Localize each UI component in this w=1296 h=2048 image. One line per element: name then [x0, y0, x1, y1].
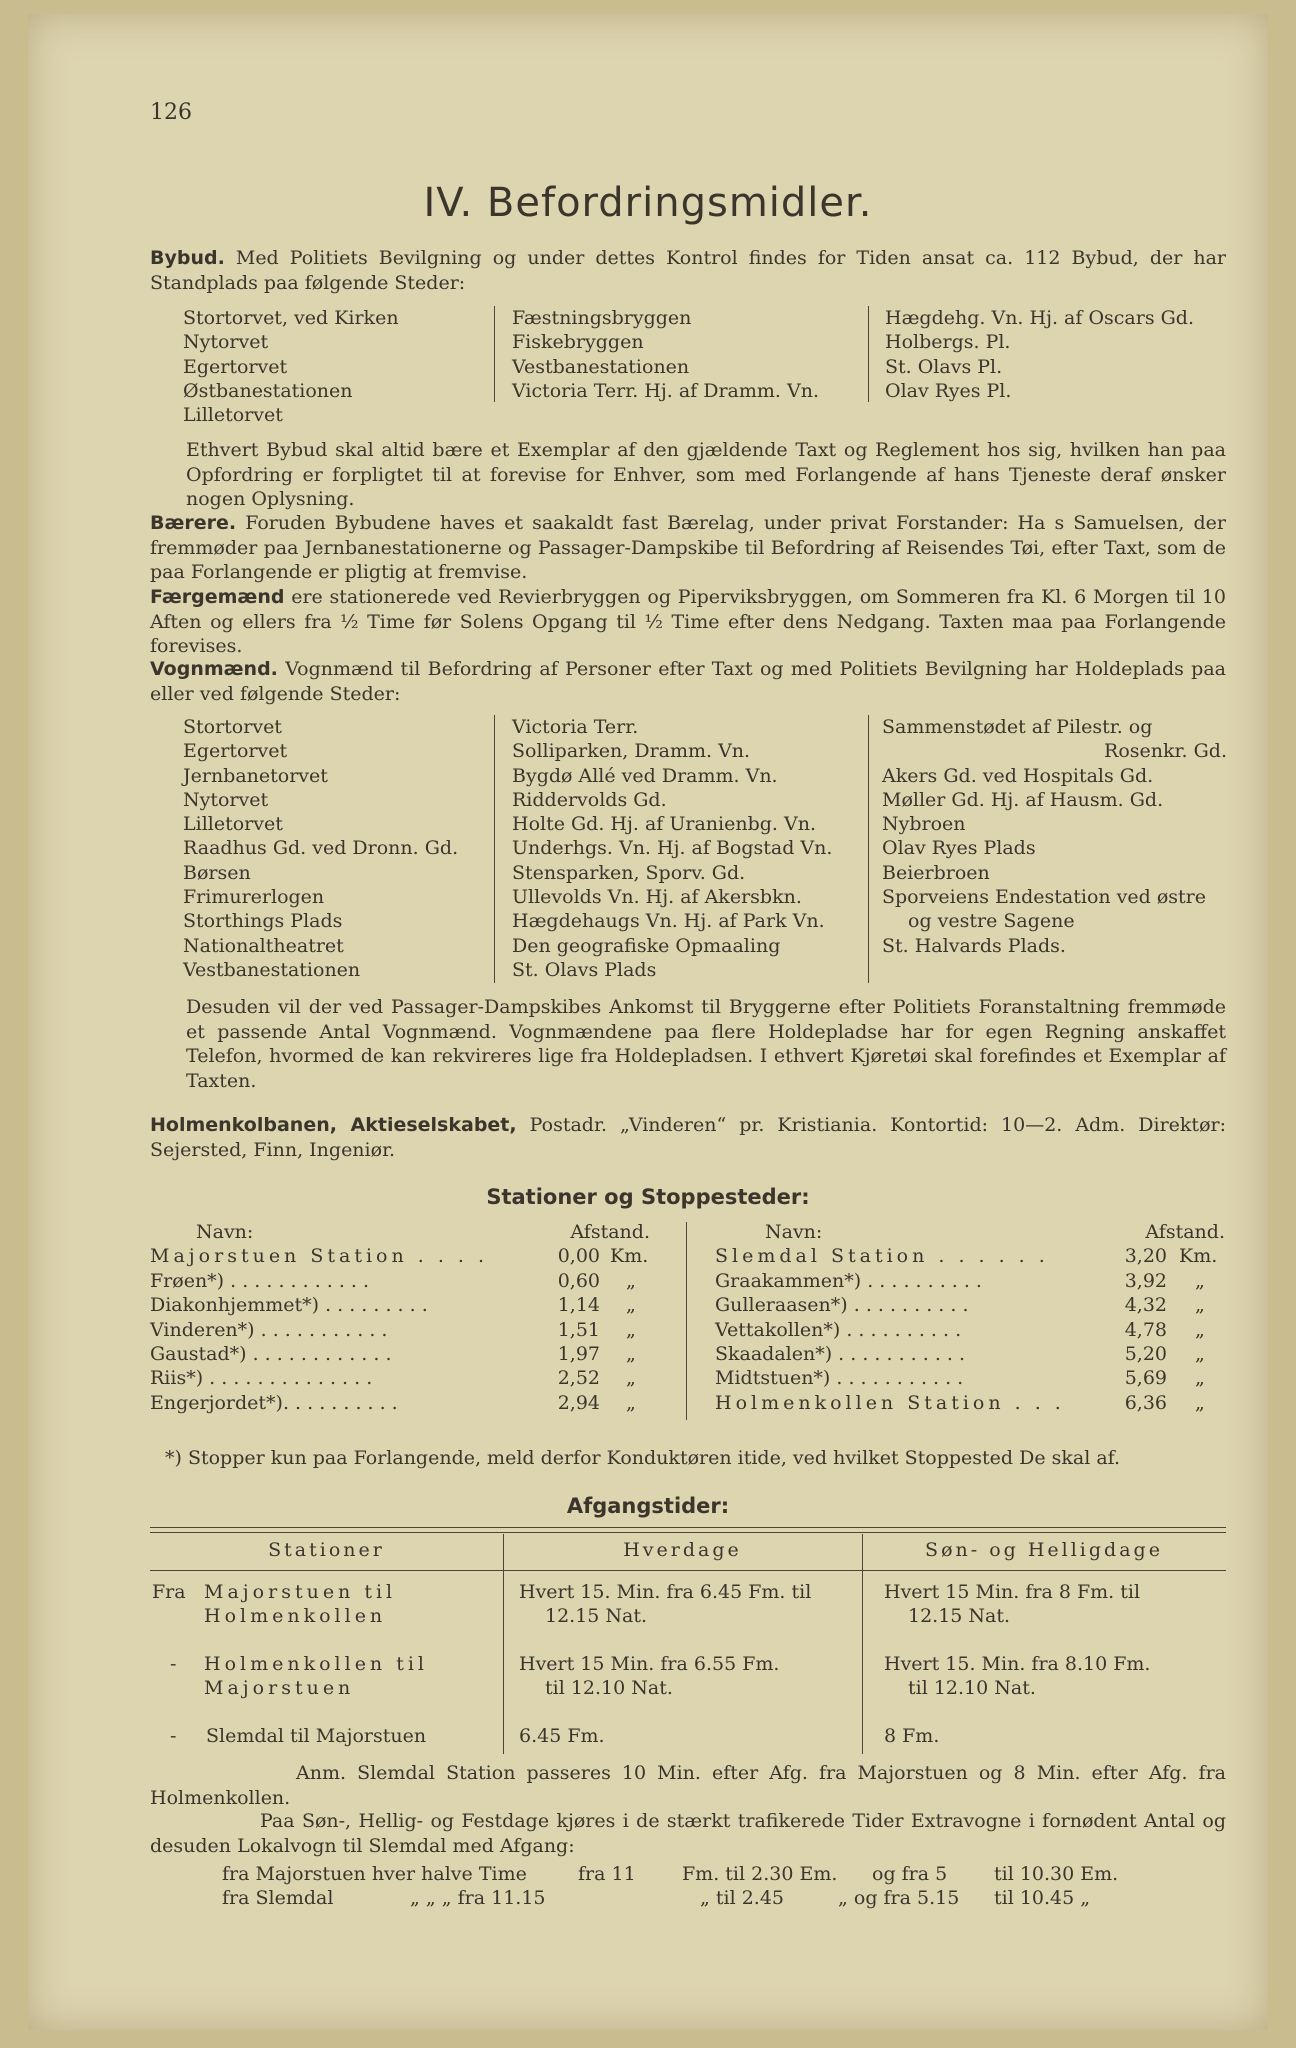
- list-item: Nybroen: [882, 813, 966, 836]
- row-holiday: 8 Fm.: [884, 1725, 940, 1747]
- station-name: Riis*) . . . . . . . . . . . . . .: [150, 1367, 373, 1390]
- table-row: [715, 1318, 1225, 1342]
- divider: [503, 1534, 504, 1754]
- dist-header: Afstand.: [570, 1221, 650, 1243]
- list-item: Nytorvet: [183, 331, 269, 354]
- list-item: Holte Gd. Hj. af Uranienbg. Vn.: [512, 813, 816, 836]
- list-item: Stortorvet: [183, 716, 282, 738]
- station-distance: 2,94: [557, 1391, 600, 1414]
- divider: [686, 1222, 687, 1420]
- station-name: Midtstuen*) . . . . . . . . . . .: [715, 1367, 964, 1390]
- weekday-line: Hvert 15. Min. fra 6.45 Fm. til: [519, 1581, 812, 1603]
- table-row: [715, 1342, 1225, 1366]
- list-item: Raadhus Gd. ved Dronn. Gd.: [183, 837, 459, 860]
- divider: [494, 306, 495, 402]
- departures-heading: Afgangstider:: [566, 1494, 730, 1518]
- station-name: Holmenkollen Station . . .: [715, 1391, 1065, 1414]
- extra-cell: og fra 5: [872, 1863, 948, 1885]
- extra-cell: fra 11: [578, 1863, 636, 1885]
- extra-cell: „ og fra 5.15: [838, 1887, 960, 1909]
- stop-note: *) Stopper kun paa Forlangende, meld derfor Konduktøren itide, ved hvilket Stoppested De skal af.: [165, 1447, 1121, 1469]
- table-row: [150, 1391, 660, 1415]
- table-row: [715, 1391, 1225, 1415]
- list-item: Møller Gd. Hj. af Hausm. Gd.: [882, 788, 1164, 811]
- list-item: Holbergs. Pl.: [885, 331, 1011, 354]
- station-unit: „: [626, 1342, 636, 1365]
- holiday-line: Hvert 15 Min. fra 8 Fm. til: [884, 1581, 1141, 1603]
- row-holiday: [884, 1580, 1140, 1628]
- list-item: Lilletorvet: [183, 813, 283, 836]
- station-distance: 5,20: [1124, 1342, 1167, 1365]
- extra-cell: til 10.30 Em.: [994, 1863, 1119, 1885]
- row-prefix: -: [170, 1725, 177, 1747]
- list-item: Olav Ryes Plads: [882, 837, 1036, 860]
- anm-note: Anm. Slemdal Station passeres 10 Min. efter Afg. fra Majorstuen og 8 Min. efter Afg. fra Holmenkollen.: [150, 1762, 1226, 1809]
- station-distance: 4,32: [1124, 1294, 1167, 1317]
- station-unit: „: [1195, 1391, 1205, 1414]
- dist-header: Afstand.: [1145, 1221, 1225, 1243]
- extra-row: [222, 1862, 1119, 1886]
- extra-cell: fra Majorstuen hver halve Time: [222, 1863, 527, 1885]
- table-row: [150, 1220, 660, 1244]
- holiday-line: til 12.10 Nat.: [908, 1677, 1036, 1699]
- weekday-line: Hvert 15 Min. fra 6.55 Fm.: [519, 1653, 780, 1675]
- extra-note: Paa Søn-, Hellig- og Festdage kjøres i de stærkt trafikerede Tider Extravogne i fornødent Antal og desuden Lokalvogn til Slemdal med Afgang:: [150, 1810, 1226, 1857]
- list-item: Olav Ryes Pl.: [885, 379, 1012, 402]
- faergemaend-text: ere stationerede ved Revierbryggen og Piperviksbryggen, om Sommeren fra Kl. 6 Morgen til 10 Aften og ellers fra ½ Time før Solens Opgang til ½ Time efter dens Nedgang. Taxten maa paa Forlangende forevises.: [150, 586, 1226, 657]
- list-item: Victoria Terr. Hj. af Dramm. Vn.: [512, 379, 819, 402]
- list-item: Solliparken, Dramm. Vn.: [512, 740, 751, 763]
- station-unit: „: [1195, 1367, 1205, 1390]
- list-item: Børsen: [183, 861, 251, 884]
- extra-cell: „ til 2.45: [700, 1887, 785, 1909]
- bybud-paragraph: [150, 246, 1226, 295]
- list-item: Riddervolds Gd.: [512, 788, 667, 811]
- list-item: Østbanestationen: [183, 379, 353, 402]
- list-item: Egertorvet: [183, 355, 288, 378]
- station-name: Majorstuen Station . . . .: [150, 1245, 489, 1268]
- baerere-paragraph: [150, 511, 1226, 585]
- station-distance: 3,92: [1124, 1269, 1167, 1292]
- list-item: Victoria Terr.: [512, 716, 639, 738]
- table-row: [150, 1342, 660, 1366]
- list-item: og vestre Sagene: [908, 910, 1075, 933]
- row-station: [204, 1652, 428, 1700]
- row-station: [204, 1580, 396, 1628]
- row-weekday: 6.45 Fm.: [519, 1725, 605, 1747]
- table-row: [715, 1269, 1225, 1293]
- extra-cell: fra Slemdal: [222, 1887, 334, 1909]
- faergemaend-lead: Færgemænd: [150, 586, 285, 608]
- list-item: St. Olavs Pl.: [885, 355, 1003, 378]
- holmenkol-lead: Holmenkolbanen, Aktieselskabet,: [150, 1114, 517, 1136]
- station-unit: „: [626, 1294, 636, 1317]
- table-rule-top: [150, 1532, 1226, 1533]
- table-row: [150, 1366, 660, 1390]
- bybud-col3: [885, 306, 1194, 403]
- table-row: [715, 1293, 1225, 1317]
- row-prefix: Fra: [152, 1581, 186, 1603]
- bybud-col1: [183, 306, 399, 427]
- row-weekday: [519, 1652, 779, 1700]
- divider: [862, 1534, 863, 1754]
- baerere-lead: Bærere.: [150, 512, 237, 534]
- weekday-line: 12.15 Nat.: [545, 1605, 648, 1627]
- station-distance: 4,78: [1124, 1318, 1167, 1341]
- vognmaend-col3: [882, 715, 1227, 958]
- vognmaend-col1: [183, 715, 458, 982]
- station-line: Majorstuen: [204, 1677, 355, 1699]
- table-row: [715, 1366, 1225, 1390]
- list-item: Vestbanestationen: [512, 355, 690, 378]
- station-distance: 1,51: [557, 1318, 600, 1341]
- list-item: Underhgs. Vn. Hj. af Bogstad Vn.: [512, 837, 833, 860]
- station-name: Skaadalen*) . . . . . . . . . . .: [715, 1342, 966, 1365]
- station-line: Holmenkollen: [204, 1605, 387, 1627]
- page-title: IV. Befordringsmidler.: [423, 180, 873, 226]
- bybud-col2: [512, 306, 819, 403]
- station-name: Gulleraasen*) . . . . . . . . . .: [715, 1294, 969, 1317]
- list-item: Fiskebryggen: [512, 331, 644, 354]
- list-item: Ullevolds Vn. Hj. af Akersbkn.: [512, 886, 802, 909]
- list-item: St. Olavs Plads: [512, 958, 657, 981]
- stations-left: [150, 1220, 660, 1415]
- vognmaend-note: Desuden vil der ved Passager-Dampskibes Ankomst til Bryggerne efter Politiets Foranstaltning fremmøde et passende Antal Vognmænd. Vognmændene paa flere Holdepladse har for egen Regning anskaffet Telefon, hvormed de kan rekvireres lige fra Holdepladsen. I ethvert Kjøretøi skal forefindes et Exemplar af Taxten.: [186, 996, 1226, 1092]
- station-unit: „: [1195, 1318, 1205, 1341]
- table-row: [150, 1244, 660, 1268]
- vognmaend-lead: Vognmænd.: [150, 658, 278, 680]
- list-item: Rosenkr. Gd.: [1104, 740, 1227, 763]
- list-item: Sporveiens Endestation ved østre: [882, 886, 1207, 909]
- stations-right: [715, 1220, 1225, 1415]
- extra-cell: til 10.45 „: [994, 1887, 1091, 1909]
- station-distance: 6,36: [1124, 1391, 1167, 1414]
- station-distance: 5,69: [1124, 1367, 1167, 1390]
- station-name: Diakonhjemmet*) . . . . . . . . .: [150, 1294, 428, 1317]
- list-item: Hægdehg. Vn. Hj. af Oscars Gd.: [885, 307, 1195, 329]
- table-rule-header: [150, 1570, 1226, 1571]
- station-line: Majorstuen til: [204, 1581, 397, 1603]
- table-row: [150, 1293, 660, 1317]
- station-name: Graakammen*) . . . . . . . . . .: [715, 1269, 982, 1292]
- stations-heading: Stationer og Stoppesteder:: [486, 1185, 810, 1209]
- vognmaend-text: Vognmænd til Befordring af Personer efter Taxt og med Politiets Bevilgning har Holdeplads paa eller ved følgende Steder:: [150, 658, 1226, 705]
- list-item: Lilletorvet: [183, 404, 283, 427]
- station-unit: „: [1195, 1294, 1205, 1317]
- list-item: Sammenstødet af Pilestr. og: [882, 716, 1153, 738]
- station-distance: 1,14: [557, 1294, 600, 1317]
- page-number: 126: [150, 100, 192, 125]
- table-row: [715, 1244, 1225, 1268]
- station-unit: „: [1195, 1269, 1205, 1292]
- station-unit: Km.: [610, 1245, 649, 1268]
- list-item: Hægdehaugs Vn. Hj. af Park Vn.: [512, 910, 825, 933]
- extra-cell: Fm. til 2.30 Em.: [682, 1863, 838, 1885]
- row-holiday: [884, 1652, 1150, 1700]
- list-item: Nationaltheatret: [183, 934, 344, 957]
- station-distance: 0,00: [557, 1245, 600, 1268]
- station-unit: „: [626, 1367, 636, 1390]
- col-header-weekday: Hverdage: [623, 1539, 742, 1561]
- divider: [868, 715, 869, 983]
- station-name: Vettakollen*) . . . . . . . . . .: [715, 1318, 962, 1341]
- name-header: Navn:: [765, 1221, 823, 1243]
- list-item: Egertorvet: [183, 740, 288, 763]
- row-prefix: -: [170, 1653, 177, 1675]
- station-unit: „: [626, 1318, 636, 1341]
- station-distance: 3,20: [1124, 1245, 1167, 1268]
- station-unit: „: [626, 1269, 636, 1292]
- list-item: Fæstningsbryggen: [512, 307, 692, 329]
- row-weekday: [519, 1580, 811, 1628]
- table-rule-top: [150, 1527, 1226, 1528]
- holmenkol-paragraph: [150, 1113, 1226, 1162]
- station-name: Gaustad*) . . . . . . . . . . . .: [150, 1342, 392, 1365]
- list-item: Frimurerlogen: [183, 886, 325, 909]
- divider: [494, 715, 495, 983]
- table-row: [150, 1318, 660, 1342]
- col-header-holiday: Søn- og Helligdage: [925, 1539, 1163, 1561]
- station-distance: 1,97: [557, 1342, 600, 1365]
- holiday-line: 12.15 Nat.: [908, 1605, 1011, 1627]
- list-item: Bygdø Allé ved Dramm. Vn.: [512, 764, 778, 787]
- list-item: Nytorvet: [183, 788, 269, 811]
- bybud-lead: Bybud.: [150, 247, 225, 269]
- station-unit: Km.: [1179, 1245, 1218, 1268]
- divider: [868, 306, 869, 402]
- bybud-note: Ethvert Bybud skal altid bære et Exemplar af den gjældende Taxt og Reglement hos sig, hvilken han paa Opfordring er forpligtet til at forevise for Enhver, som med Forlangende af hans Tjeneste deraf ønsker nogen Oplysning.: [186, 439, 1226, 510]
- list-item: Beierbroen: [882, 861, 990, 884]
- baerere-text: Foruden Bybudene haves et saakaldt fast Bærelag, under privat Forstander: Ha s Samuelsen, der fremmøder paa Jernbanestationerne og Passager-Dampskibe til Befordring af Reisendes Tøi, efter Taxt, som de paa Forlangende er pligtig at fremvise.: [150, 512, 1226, 583]
- col-header-stations: Stationer: [268, 1539, 385, 1561]
- list-item: Stensparken, Sporv. Gd.: [512, 861, 746, 884]
- row-station: Slemdal til Majorstuen: [206, 1725, 427, 1747]
- holiday-line: Hvert 15. Min. fra 8.10 Fm.: [884, 1653, 1151, 1675]
- faergemaend-paragraph: [150, 585, 1226, 659]
- list-item: St. Halvards Plads.: [882, 934, 1066, 957]
- table-row: [715, 1220, 1225, 1244]
- list-item: Storthings Plads: [183, 910, 343, 933]
- station-line: Holmenkollen til: [204, 1653, 428, 1675]
- station-distance: 2,52: [557, 1367, 600, 1390]
- weekday-line: til 12.10 Nat.: [545, 1677, 673, 1699]
- list-item: Akers Gd. ved Hospitals Gd.: [882, 764, 1154, 787]
- bybud-text: Med Politiets Bevilgning og under dettes Kontrol findes for Tiden ansat ca. 112 Bybud, der har Standplads paa følgende Steder:: [150, 247, 1227, 294]
- list-item: Den geografiske Opmaaling: [512, 934, 781, 957]
- holmenkol-text: Postadr. „Vinderen“ pr. Kristiania. Kontortid: 10—2. Adm. Direktør: Sejersted, Finn, Ingeniør.: [150, 1114, 1226, 1161]
- list-item: Jernbanetorvet: [183, 764, 328, 787]
- name-header: Navn:: [196, 1221, 254, 1243]
- list-item: Vestbanestationen: [183, 958, 361, 981]
- table-row: [150, 1269, 660, 1293]
- station-unit: „: [626, 1391, 636, 1414]
- station-name: Engerjordet*). . . . . . . . . .: [150, 1391, 398, 1414]
- station-name: Frøen*) . . . . . . . . . . . .: [150, 1269, 370, 1292]
- station-distance: 0,60: [557, 1269, 600, 1292]
- vognmaend-paragraph: [150, 657, 1226, 706]
- extra-cell: „ „ „ fra 11.15: [410, 1887, 546, 1909]
- station-name: Slemdal Station . . . . . .: [715, 1245, 1049, 1268]
- extra-row: [222, 1886, 1091, 1910]
- station-unit: „: [1195, 1342, 1205, 1365]
- vognmaend-col2: [512, 715, 832, 982]
- station-name: Vinderen*) . . . . . . . . . . .: [150, 1318, 388, 1341]
- list-item: Stortorvet, ved Kirken: [183, 307, 399, 329]
